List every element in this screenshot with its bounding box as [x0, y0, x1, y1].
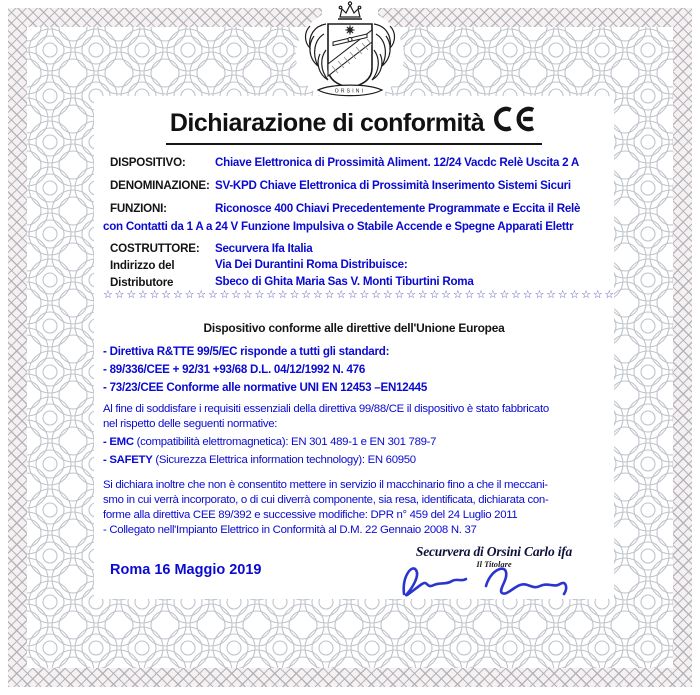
distributore-value: Sbeco di Ghita Maria Sas V. Monti Tiburtini Roma — [215, 275, 474, 288]
emc-line — [103, 436, 436, 448]
directive-line: - 89/336/CEE + 92/31 +93/68 D.L. 04/12/1992 N. 476 — [103, 363, 366, 376]
emc-rest: (compatibilità elettromagnetica): EN 301 489-1 e EN 301 789-7 — [133, 436, 437, 448]
dispositivo-label: DISPOSITIVO: — [110, 156, 186, 169]
ce-mark-icon — [492, 106, 538, 137]
crest-banner-text: ORSINI — [334, 88, 366, 95]
signature-block — [380, 544, 608, 569]
declaration-line: - Collegato nell'Impianto Elettrico in Conformità al D.M. 22 Gennaio 2008 N. 37 — [103, 524, 477, 536]
page-title: Dichiarazione di conformità — [169, 109, 485, 137]
alfine-line2: nel rispetto delle seguenti normative: — [103, 418, 278, 430]
funzioni-label: FUNZIONI: — [110, 202, 167, 215]
funzioni-value: Riconosce 400 Chiavi Precedentemente Programmate e Eccita il Relè — [215, 202, 581, 215]
funzioni-value-wrap: con Contatti da 1 A a 24 V Funzione Impulsiva o Stabile Accende e Spegne Apparati Elettr — [103, 220, 574, 233]
emc-label: - EMC — [103, 436, 134, 448]
heraldic-crest — [280, 0, 420, 104]
place-date: Roma 16 Maggio 2019 — [110, 562, 262, 578]
distributore-label: Distributore — [110, 276, 174, 289]
directive-line: - Direttiva R&TTE 99/5/EC risponde a tutti gli standard: — [103, 345, 390, 358]
safety-line — [103, 454, 416, 466]
certificate-content-panel — [94, 96, 617, 599]
dispositivo-value: Chiave Elettronica di Prossimità Aliment. 12/24 Vacdc Relè Uscita 2 A — [215, 156, 579, 169]
denominazione-label: DENOMINAZIONE: — [110, 179, 210, 192]
declaration-line: forme alla direttiva CEE 89/392 e successive modifiche: DPR n° 459 del 24 Luglio 2011 — [103, 509, 518, 521]
declaration-line: smo in cui verrà incorporato, o di cui diverrà componente, sia resa, identificata, dichiarata con- — [103, 494, 549, 506]
directive-line: - 73/23/CEE Conforme alle normative UNI EN 12453 –EN12445 — [103, 381, 428, 394]
costruttore-label: COSTRUTTORE: — [110, 242, 200, 255]
handwritten-signature — [394, 558, 584, 604]
title-row — [94, 108, 614, 145]
star-separator: ☆☆☆☆☆☆☆☆☆☆☆☆☆☆☆☆☆☆☆☆☆☆☆☆☆☆☆☆☆☆☆☆☆☆☆☆☆☆☆☆☆☆☆☆ — [103, 289, 617, 301]
declaration-line: Si dichiara inoltre che non è consentito mettere in servizio il macchinario fino a che il meccani- — [103, 479, 548, 491]
indirizzo-value: Via Dei Durantini Roma Distribuisce: — [215, 258, 408, 271]
alfine-line1: Al fine di soddisfare i requisiti essenziali della direttiva 99/88/CE il dispositivo è stato fabbricato — [103, 403, 549, 415]
indirizzo-label: Indirizzo del — [110, 259, 175, 272]
denominazione-value: SV-KPD Chiave Elettronica di Prossimità Inserimento Sistemi Sicuri — [215, 179, 571, 192]
conformity-heading: Dispositivo conforme alle direttive dell'Unione Europea — [203, 321, 505, 335]
costruttore-value: Securvera Ifa Italia — [215, 242, 313, 255]
safety-rest: (Sicurezza Elettrica information technology): EN 60950 — [152, 454, 416, 466]
signature-role: Il Titolare — [476, 559, 512, 569]
signature-company: Securvera di Orsini Carlo ifa — [415, 544, 573, 559]
safety-label: - SAFETY — [103, 454, 153, 466]
